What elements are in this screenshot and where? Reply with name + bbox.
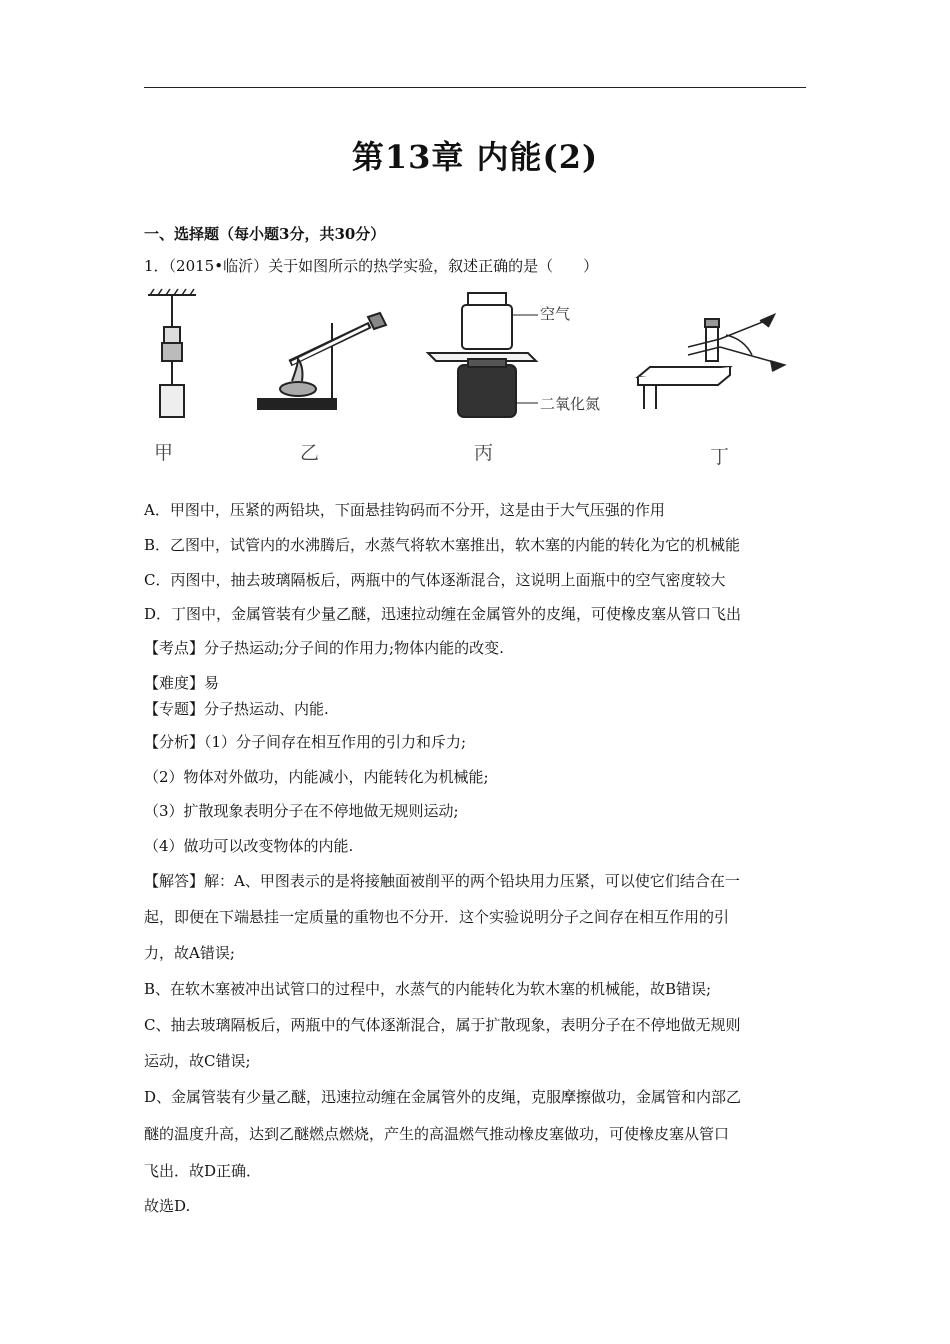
option-d: D．丁图中，金属管装有少量乙醚，迅速拉动缠在金属管外的皮绳，可使橡皮塞从管口飞出 — [144, 605, 742, 623]
answer-line: D、金属管装有少量乙醚，迅速拉动缠在金属管外的皮绳，克服摩擦做功，金属管和内部乙 — [144, 1088, 742, 1106]
analysis-line: 【分析】（1）分子间存在相互作用的引力和斥力; — [144, 733, 467, 751]
analysis-line: （2）物体对外做功，内能减小，内能转化为机械能; — [144, 768, 489, 786]
panel-label-bing: 丙 — [474, 442, 494, 464]
panel-label-ding: 丁 — [710, 446, 730, 468]
panel-ding-sketch — [638, 315, 784, 409]
label-nitrogen-dioxide: 二氧化氮 — [540, 395, 601, 413]
analysis-line: （3）扩散现象表明分子在不停地做无规则运动; — [144, 802, 459, 820]
experiment-figure — [140, 285, 800, 475]
answer-line: 醚的温度升高，达到乙醚燃点燃烧，产生的高温燃气推动橡皮塞做功，可使橡皮塞从管口 — [144, 1125, 730, 1143]
panel-bing-sketch — [428, 293, 538, 417]
option-b: B．乙图中，试管内的水沸腾后，水蒸气将软木塞推出，软木塞的内能的转化为它的机械能 — [144, 536, 741, 554]
panel-jia-sketch — [148, 289, 196, 417]
panel-label-jia: 甲 — [154, 442, 174, 464]
header-rule — [144, 87, 806, 88]
label-air: 空气 — [540, 305, 571, 323]
option-a: A．甲图中，压紧的两铅块，下面悬挂钩码而不分开，这是由于大气压强的作用 — [144, 501, 665, 519]
panel-label-yi: 乙 — [300, 442, 320, 464]
answer-line: 力，故A错误; — [144, 944, 235, 962]
page-title: 第13章 内能(2) — [351, 138, 599, 176]
nandu: 【难度】易 — [144, 674, 220, 692]
answer-line: 运动，故C错误; — [144, 1052, 251, 1070]
final-answer: 故选D. — [144, 1197, 191, 1215]
experiment-figure-svg — [140, 285, 800, 475]
kaodian: 【考点】分子热运动;分子间的作用力;物体内能的改变. — [144, 639, 504, 657]
answer-line: 【解答】解：A、甲图表示的是将接触面被削平的两个铅块用力压紧，可以使它们结合在一 — [144, 872, 740, 890]
answer-line: C、抽去玻璃隔板后，两瓶中的气体逐渐混合，属于扩散现象，表明分子在不停地做无规则 — [144, 1016, 741, 1034]
analysis-line: （4）做功可以改变物体的内能. — [144, 837, 354, 855]
option-c: C．丙图中，抽去玻璃隔板后，两瓶中的气体逐渐混合，这说明上面瓶中的空气密度较大 — [144, 571, 726, 589]
question-stem: 1．（2015•临沂）关于如图所示的热学实验，叙述正确的是（ ） — [144, 257, 599, 275]
answer-line: 飞出．故D正确． — [144, 1162, 262, 1180]
panel-yi-sketch — [258, 313, 386, 409]
answer-line: B、在软木塞被冲出试管口的过程中，水蒸气的内能转化为软木塞的机械能，故B错误; — [144, 980, 712, 998]
answer-line: 起，即便在下端悬挂一定质量的重物也不分开．这个实验说明分子之间存在相互作用的引 — [144, 908, 730, 926]
zhuanti: 【专题】分子热运动、内能. — [144, 700, 329, 718]
section-heading: 一、选择题（每小题3分，共30分） — [144, 225, 386, 243]
